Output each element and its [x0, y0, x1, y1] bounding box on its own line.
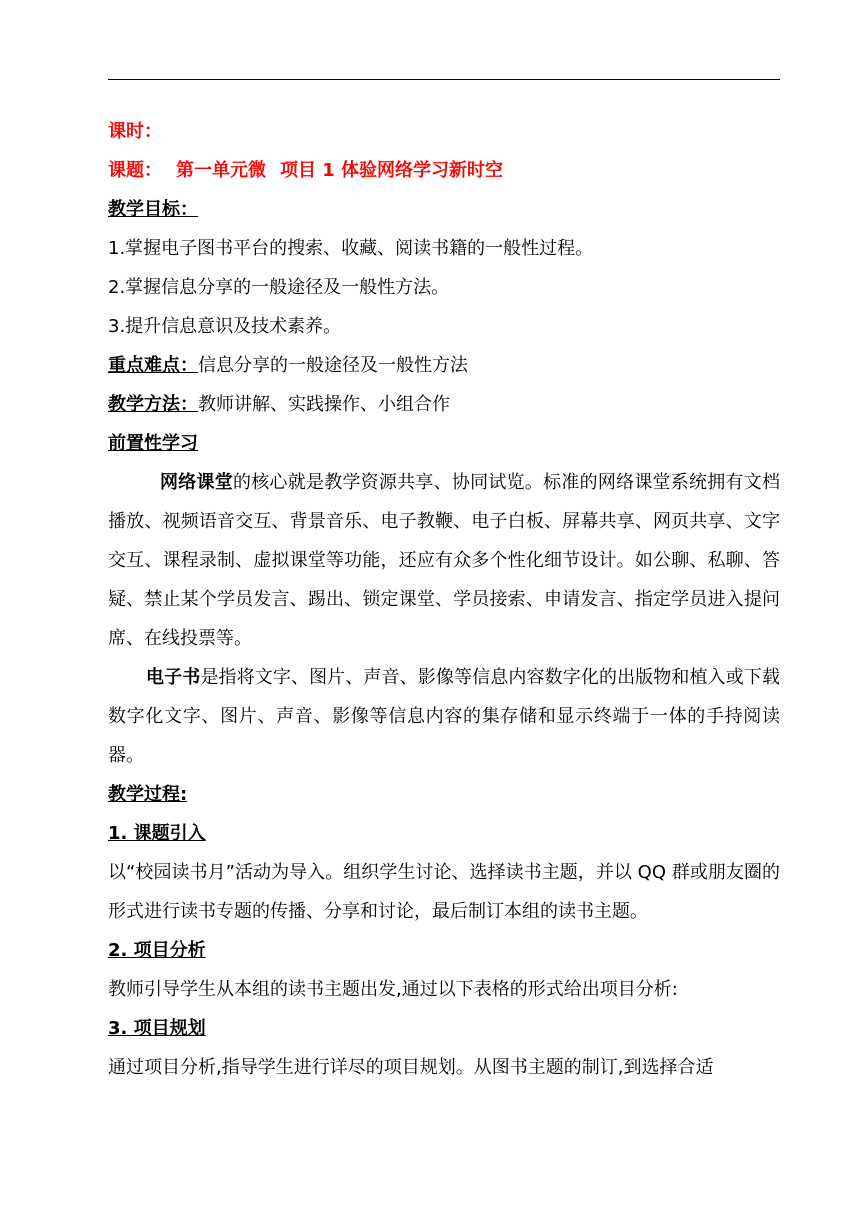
term-ebook: 电子书	[146, 667, 201, 688]
section-text-intro: 以“校园读书月”活动为导入。组织学生讨论、选择读书主题，并以 QQ 群或朋友圈的形式进行读书专题的传播、分享和讨论，最后制订本组的读书主题。	[108, 862, 780, 922]
section-title-analysis: 2. 项目分析	[108, 940, 206, 961]
section-text-analysis: 教师引导学生从本组的读书主题出发,通过以下表格的形式给出项目分析:	[108, 979, 678, 1000]
key-points-label: 重点难点：	[108, 355, 198, 376]
teaching-methods	[108, 385, 780, 424]
key-points	[108, 346, 780, 385]
objective-item-1: 1.掌握电子图书平台的搜索、收藏、阅读书籍的一般性过程。	[108, 238, 594, 259]
lesson-topic	[108, 151, 780, 190]
methods-text: 教师讲解、实践操作、小组合作	[198, 394, 450, 415]
prestudy-paragraph-2	[108, 658, 780, 775]
objective-item-2: 2.掌握信息分享的一般途径及一般性方法。	[108, 277, 450, 298]
prestudy-heading: 前置性学习	[108, 433, 198, 454]
prestudy-paragraph-1-text: 的核心就是教学资源共享、协同试览。标准的网络课堂系统拥有文档播放、视频语音交互、背景音乐、电子教鞭、电子白板、屏幕共享、网页共享、文字交互、课程录制、虚拟课堂等功能，还应有众多个性化细节设计。如公聊、私聊、答疑、禁止某个学员发言、踢出、锁定课堂、学员接索、申请发言、指定学员进入提问席、在线投票等。	[108, 472, 781, 649]
topic-unit: 第一单元微	[176, 160, 266, 181]
term-online-classroom: 网络课堂	[160, 472, 233, 493]
objectives-heading: 教学目标：	[108, 199, 198, 220]
process-heading: 教学过程:	[108, 784, 188, 805]
prestudy-paragraph-2-text: 是指将文字、图片、声音、影像等信息内容数字化的出版物和植入或下载数字化文字、图片、声音、影像等信息内容的集存储和显示终端于一体的手持阅读器。	[108, 667, 781, 766]
class-hours-label: 课时：	[108, 121, 162, 142]
section-title-intro: 1. 课题引入	[108, 823, 206, 844]
topic-project: 项目 1 体验网络学习新时空	[280, 160, 504, 181]
prestudy-paragraph-1	[108, 463, 780, 658]
header-rule	[108, 79, 780, 80]
lesson-plan	[108, 112, 780, 1087]
key-points-text: 信息分享的一般途径及一般性方法	[198, 355, 468, 376]
objective-item-3: 3.提升信息意识及技术素养。	[108, 316, 342, 337]
methods-label: 教学方法：	[108, 394, 198, 415]
topic-label: 课题：	[108, 160, 162, 181]
section-title-planning: 3. 项目规划	[108, 1018, 206, 1039]
section-text-planning: 通过项目分析,指导学生进行详尽的项目规划。从图书主题的制订,到选择合适	[108, 1057, 714, 1078]
